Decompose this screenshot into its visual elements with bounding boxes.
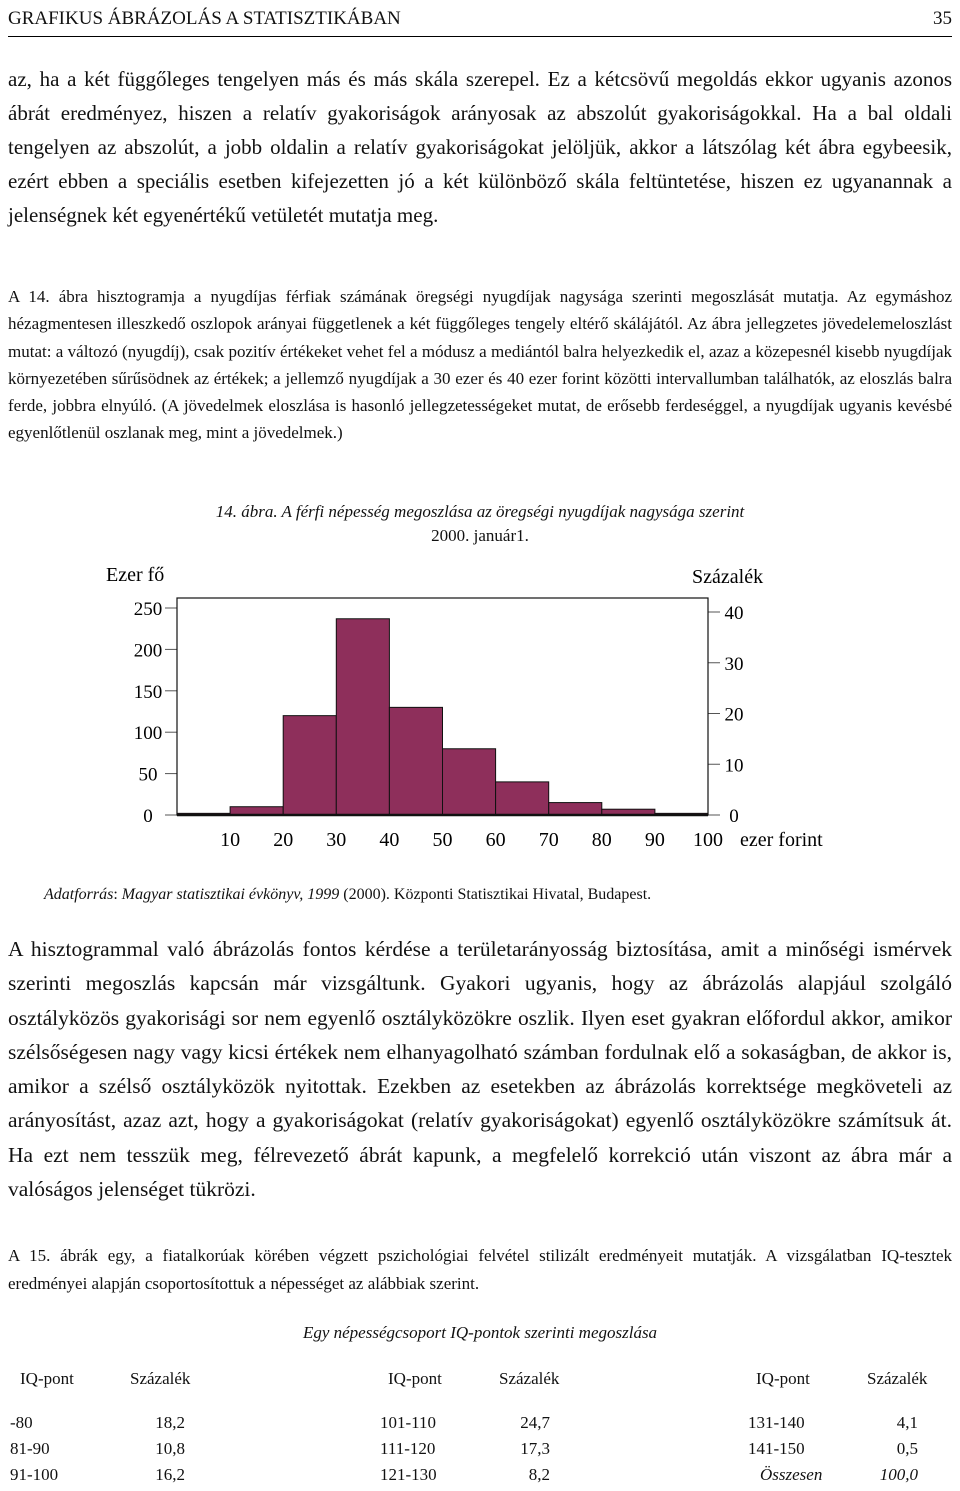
iq-cell: 131-140 — [748, 1413, 805, 1432]
source-rest: (2000). Központi Statisztikai Hivatal, Budapest. — [339, 886, 652, 903]
left-tick-label: 50 — [138, 764, 158, 786]
pct-cell: 16,2 — [155, 1465, 185, 1484]
page-number: 35 — [933, 8, 952, 29]
left-axis-title: Ezer fő — [106, 564, 165, 586]
left-tick-label: 0 — [143, 806, 153, 827]
figure-subcaption: 2000. január1. — [431, 526, 529, 545]
histogram-bar — [443, 749, 496, 815]
source-prefix: Adatforrás — [44, 886, 114, 903]
right-tick-label: 10 — [724, 755, 744, 777]
header-iq-1: IQ-pont — [20, 1369, 74, 1388]
pct-cell: 4,1 — [896, 1413, 918, 1432]
paragraph-4: A 15. ábrák egy, a fiatalkorúak körében végzett pszichológiai felvétel stilizált eredményeit mutatják. A vizsgálatban IQ-tesztek eredményei alapján csoportosítottuk a népességet az alábbiak szerint. — [8, 1246, 952, 1293]
pct-cell: 10,8 — [155, 1439, 185, 1458]
paragraph-2: A 14. ábra hisztogramja a nyugdíjas férfiak számának öregségi nyugdíjak nagysága szerinti megoszlását mutatja. Az egymáshoz hézagmentesen illeszkedő oszlopok arányai függetlenek a két függőleges tengely eltérő skálájától. Az ábra jellegzetes jövedelemeloszlást mutat: a változó (nyugdíj), csak pozitív értékeket vehet fel a módusz a mediántól balra helyezkedik el, azaz a közepesnél kisebb nyugdíjak környezetében sűrűsödnek az értékek; a jellemző nyugdíjak a 30 ezer és 40 ezer forint közötti intervallumban találhatók, az eloszlás balra ferde, jobbra elnyúló. (A jövedelmek eloszlása is hasonló jellegzetességeket mutat, de erősebb ferdeséggel, a nyugdíjak ugyanis kevésbé egyenlőtlenül oszlanak meg, mint a jövedelmek.) — [8, 287, 952, 443]
paragraph-1: az, ha a két függőleges tengelyen más és más skála szerepel. Ez a kétcsövű megoldás ekkor ugyanis azonos ábrát eredményez, hiszen a relatív gyakoriságok arányosak az abszolút gyakoriságokkal. Ha a bal oldali tengelyen az abszolút, a jobb oldalin a relatív gyakoriságokat jelöljük, akkor a látszólag két ábra egybeesik, ezért ebben a speciális esetben kifejezetten jó a két különböző skála feltüntetése, hiszen ez ugyanannak a jelenségnek két egyenértékű vetületét mutatja meg. — [8, 67, 952, 227]
table-caption: Egy népességcsoport IQ-pontok szerinti megoszlása — [302, 1323, 658, 1342]
histogram-bar — [283, 716, 336, 815]
source-title: Magyar statisztikai évkönyv, 1999 — [121, 886, 340, 903]
x-tick-label: 90 — [644, 829, 665, 851]
iq-cell: 111-120 — [380, 1439, 436, 1458]
right-tick-label: 0 — [729, 806, 739, 827]
x-tick-label: 60 — [485, 829, 506, 851]
x-tick-label: 20 — [273, 829, 294, 851]
right-tick-label: 30 — [724, 653, 744, 675]
total-label: Összesen — [760, 1465, 823, 1484]
right-tick-label: 20 — [724, 704, 744, 726]
x-unit-label: ezer forint — [740, 829, 823, 851]
iq-cell: 141-150 — [748, 1439, 805, 1458]
histogram-bar — [496, 782, 549, 815]
x-tick-label: 100 — [693, 829, 723, 851]
right-tick-label: 40 — [724, 603, 744, 624]
histogram-bar — [336, 619, 389, 815]
iq-cell: 101-110 — [380, 1413, 437, 1432]
left-tick-label: 100 — [133, 723, 163, 745]
pct-cell: 17,3 — [520, 1439, 550, 1458]
pct-cell: 0,5 — [896, 1439, 918, 1458]
x-tick-label: 40 — [379, 829, 400, 851]
pct-cell: 24,7 — [520, 1413, 550, 1432]
x-tick-label: 30 — [326, 829, 347, 851]
source-colon: : — [113, 886, 122, 903]
header-pct-1: Százalék — [130, 1369, 191, 1388]
pct-cell: 18,2 — [155, 1413, 185, 1432]
header-pct-3: Százalék — [867, 1369, 928, 1388]
iq-cell: 81-90 — [10, 1439, 50, 1458]
header-pct-2: Százalék — [499, 1369, 560, 1388]
left-tick-label: 200 — [133, 640, 163, 662]
figure-caption: 14. ábra. A férfi népesség megoszlása az öregségi nyugdíjak nagysága szerint — [215, 502, 745, 521]
figure-source — [44, 886, 651, 904]
iq-cell: 91-100 — [10, 1465, 59, 1484]
x-tick-label: 10 — [220, 829, 241, 851]
total-value: 100,0 — [879, 1465, 918, 1484]
page-header — [8, 6, 952, 37]
histogram-chart — [0, 550, 960, 870]
pct-cell: 8,2 — [528, 1465, 550, 1484]
header-iq-3: IQ-pont — [756, 1369, 810, 1388]
histogram-bar — [549, 803, 602, 815]
left-tick-label: 150 — [133, 681, 163, 703]
x-tick-label: 80 — [591, 829, 612, 851]
x-tick-label: 50 — [432, 829, 453, 851]
x-tick-label: 70 — [538, 829, 559, 851]
iq-cell: -80 — [10, 1413, 33, 1432]
histogram-bar — [389, 707, 442, 815]
right-axis-title: Százalék — [692, 566, 764, 588]
running-title: GRAFIKUS ÁBRÁZOLÁS A STATISZTIKÁBAN — [8, 8, 401, 29]
left-tick-label: 250 — [133, 599, 163, 620]
iq-cell: 121-130 — [380, 1465, 437, 1484]
header-iq-2: IQ-pont — [388, 1369, 442, 1388]
paragraph-3: A hisztogrammal való ábrázolás fontos kérdése a területarányosság biztosítása, amit a minőségi ismérvek szerinti megoszlás kapcsán már vizsgáltunk. Gyakori ugyanis, hogy az ábrázolás alapjául szolgáló osztályközös gyakorisági sor nem egyenlő osztályközökre oszlik. Ilyen eset gyakran előfordul akkor, amikor szélsőségesen nagy vagy kicsi értékek nem elhanyagolható számban fordulnak elő a sokaságban, de akkor is, amikor a szélső osztályközök nyitottak. Ezekben az esetekben az ábrázolás korrektsége megköveteli az arányosítást, azaz azt, hogy a gyakoriságokat (relatív gyakoriságokat) egyenlő osztályközökre számítsuk át. Ha ezt nem tesszük meg, félrevezető ábrát kapunk, a megfelelő korrekció után viszont az ábra már a valóságos jelenséget tükrözi. — [8, 937, 952, 1202]
